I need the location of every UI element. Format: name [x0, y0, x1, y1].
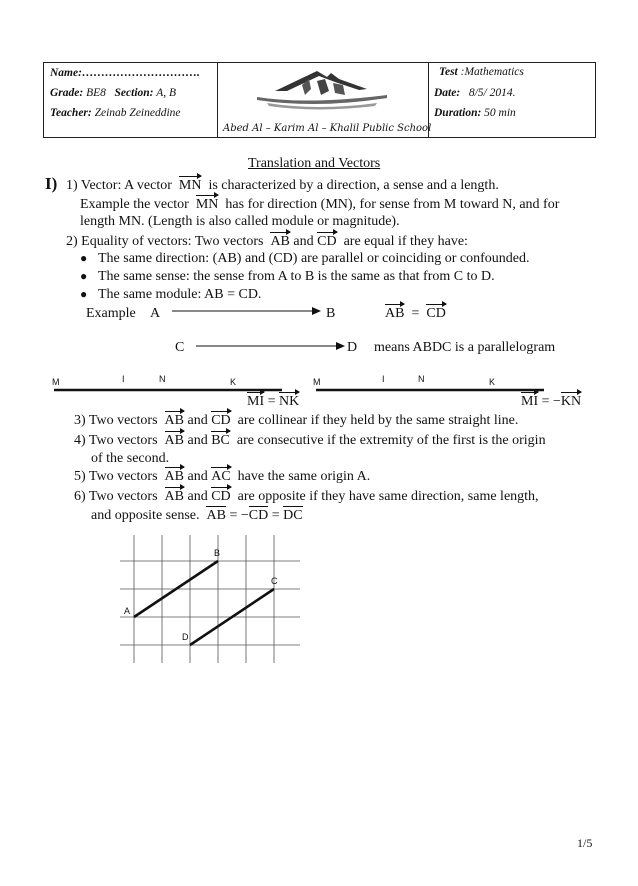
line-label-m: M: [313, 377, 321, 387]
text: = −: [229, 508, 249, 523]
text: and: [187, 469, 208, 484]
point-d-label: D: [347, 340, 358, 355]
text: 3) Two vectors: [74, 413, 158, 428]
text: are collinear if they held by the same straight line.: [237, 413, 519, 428]
example-label: Example: [86, 306, 136, 321]
segment-dc: DC: [283, 508, 303, 523]
vector-mi: MI: [521, 394, 539, 409]
vector-ab: AB: [385, 306, 405, 321]
line-label-i: I: [382, 374, 385, 384]
collinear-lines-figure: [48, 374, 598, 396]
text: is characterized by a direction, a sense and a length.: [208, 178, 499, 193]
grid-label-c: C: [271, 576, 278, 586]
line-label-m: M: [52, 377, 60, 387]
vector-ab: AB: [164, 413, 184, 428]
text: has for direction (MN), for sense from M toward N, and for: [225, 197, 560, 212]
page-number: 1/5: [577, 836, 593, 850]
bullet-item: [80, 251, 530, 267]
parallelogram-statement: means ABDC is a parallelogram: [374, 340, 556, 355]
text: and: [187, 413, 208, 428]
bullet-item: [80, 287, 261, 303]
segment-cd: CD: [248, 508, 269, 523]
point-a-label: A: [150, 306, 161, 321]
equality-ab-cd: [385, 306, 446, 322]
point-c-label: C: [175, 340, 185, 355]
school-logo: [247, 65, 397, 115]
vector-mn: MN: [195, 197, 219, 212]
section-label: Section:: [114, 87, 154, 99]
text: and: [293, 234, 314, 249]
text: =: [411, 306, 420, 321]
text: 4) Two vectors: [74, 433, 158, 448]
bullet-item: [80, 269, 495, 285]
vector-definition-line-2: [80, 197, 559, 213]
grade-label: Grade:: [50, 87, 84, 99]
date-label: Date:: [434, 87, 461, 99]
text: are consecutive if the extremity of the first is the origin: [236, 433, 546, 448]
test-value: :Mathematics: [460, 66, 524, 78]
equality-mi-minus-kn: [521, 394, 581, 410]
bullet-text: The same sense: the sense from A to B is the same as that from C to D.: [98, 269, 495, 284]
text: 5) Two vectors: [74, 469, 158, 484]
vector-nk: NK: [279, 394, 300, 409]
line-label-k: K: [489, 377, 496, 387]
arrow-cd: [196, 341, 346, 353]
duration-label: Duration:: [434, 107, 482, 119]
arrow-ab: [172, 306, 322, 318]
teacher-label: Teacher:: [50, 107, 92, 119]
text: = −: [541, 394, 561, 409]
vector-cd: CD: [426, 306, 446, 321]
header-logo-cell: [217, 63, 432, 137]
line-label-n: N: [159, 374, 166, 384]
test-label: Test: [439, 66, 458, 78]
vector-definition-line-3: length MN. (Length is also called module or magnitude).: [80, 214, 400, 229]
name-label: Name:: [50, 67, 82, 79]
bullet-text: The same module: AB = CD.: [98, 287, 262, 302]
text: and: [187, 489, 208, 504]
vector-ac: AC: [211, 469, 231, 484]
duration-value: 50 min: [484, 107, 516, 119]
vector-kn: KN: [560, 394, 582, 409]
vector-definition-line-1: [66, 178, 499, 194]
text: have the same origin A.: [237, 469, 371, 484]
vector-ab: AB: [164, 469, 184, 484]
vector-ab: AB: [270, 234, 290, 249]
vector-ab: AB: [164, 489, 184, 504]
vector-ab: AB: [164, 433, 184, 448]
line-label-k: K: [230, 377, 237, 387]
grade-value: BE8: [86, 87, 106, 99]
consecutive-definition-cont: of the second.: [91, 451, 170, 466]
point-b-label: B: [326, 306, 336, 321]
line-label-n: N: [418, 374, 425, 384]
collinear-definition: [74, 413, 518, 429]
text: =: [271, 508, 280, 523]
text: Example the vector: [80, 197, 189, 212]
teacher-value: Zeinab Zeineddine: [94, 107, 181, 119]
text: =: [267, 394, 276, 409]
section-value: A, B: [156, 87, 176, 99]
text: are opposite if they have same direction, same length,: [237, 489, 539, 504]
opposite-definition-cont: [91, 508, 303, 524]
name-dots: ………………………….: [81, 67, 200, 79]
vector-cd: CD: [317, 234, 337, 249]
same-origin-definition: [74, 469, 370, 485]
bullet-text: The same direction: (AB) and (CD) are parallel or coinciding or confounded.: [98, 251, 530, 266]
grid-label-b: B: [214, 548, 221, 558]
grid-figure: [120, 535, 300, 663]
page-title: Translation and Vectors: [248, 156, 381, 171]
line-label-i: I: [122, 374, 125, 384]
header-right-cell: [428, 63, 596, 137]
text: 2) Equality of vectors: Two vectors: [66, 234, 264, 249]
grid-label-d: D: [182, 632, 189, 642]
date-value: 8/5/ 2014.: [468, 87, 516, 99]
consecutive-definition: [74, 433, 546, 449]
text: 1) Vector: A vector: [66, 178, 172, 193]
header-table: [43, 62, 596, 138]
text: and opposite sense.: [91, 508, 200, 523]
vector-bc: BC: [211, 433, 230, 448]
header-left-cell: [44, 63, 218, 137]
text: are equal if they have:: [343, 234, 468, 249]
school-name: Abed Al – Karim Al – Khalil Public School: [223, 123, 432, 134]
text: and: [187, 433, 208, 448]
vector-cd: CD: [211, 489, 231, 504]
bullet-dot-icon: ●: [80, 251, 88, 265]
grid-label-a: A: [124, 606, 131, 616]
section-numeral: I): [45, 174, 58, 193]
text: 6) Two vectors: [74, 489, 158, 504]
equality-mi-nk: [247, 394, 299, 410]
vector-mi: MI: [247, 394, 265, 409]
bullet-dot-icon: ●: [80, 269, 88, 283]
segment-ab: AB: [206, 508, 226, 523]
opposite-definition: [74, 489, 539, 505]
vector-mn: MN: [178, 178, 202, 193]
vector-cd: CD: [211, 413, 231, 428]
equality-heading: [66, 234, 468, 250]
bullet-dot-icon: ●: [80, 287, 88, 301]
